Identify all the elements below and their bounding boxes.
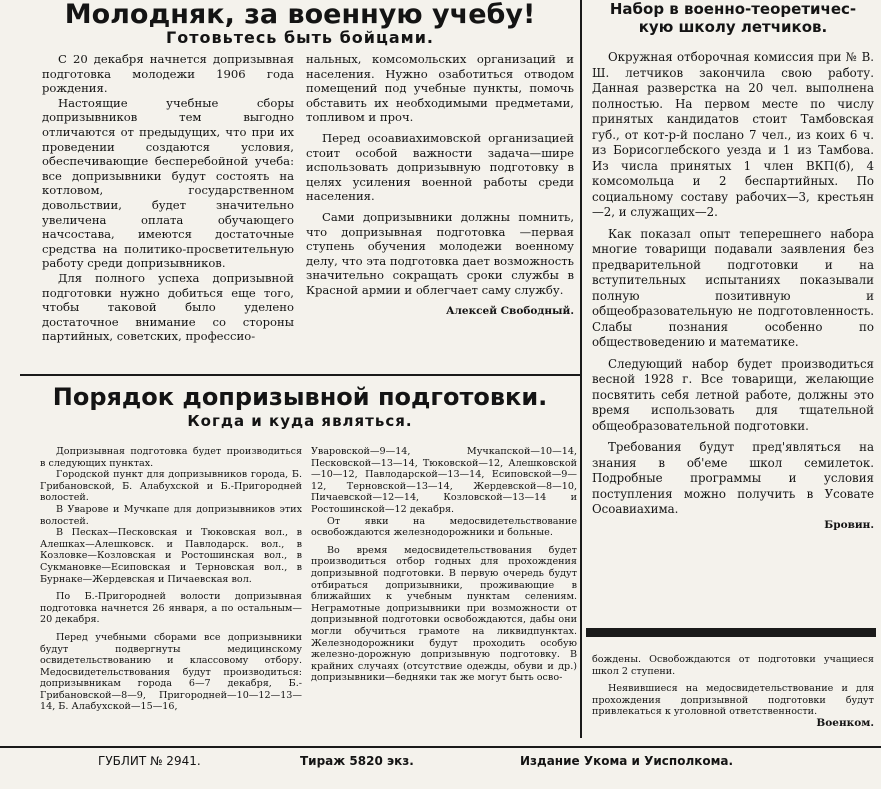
paragraph: Для полного успеха допризывной подготовки нужно добиться еще того, чтобы таковой было уделено достаточное внимание со стороны партийных, советских, профессио- — [42, 270, 294, 344]
article3-title-line1: Набор в военно-теоретичес- — [609, 0, 857, 18]
thick-rule — [586, 628, 876, 637]
paragraph: Во время медосвидетельствования будет производиться отбор годных для прохождения допризывной подготовки. В первую очередь будут отбираться допризывники, проживающие в ближайших к учебным пунктам селениям. Неграмотные допризывники при возможности от допризывной подготовки освобождаются, дабы они могли обучиться грамоте на ликвидпунктах. Железнодорожники будут проходить особую железно-дорожную допризывную подготовку. В крайних случаях (отсутствие одежды, обуви и др.) допризывники—бедняки так же могут быть осво- — [311, 544, 577, 684]
paragraph: Следующий набор будет производиться весной 1928 г. Все товарищи, желающие посвятить себя летной работе, должны это время использовать для тщательной общеобразовательной подготовки. — [592, 356, 874, 433]
paragraph: Как показал опыт теперешнего набора многие товарищи подавали заявления без предварительной подготовки и на вступительных испытаниях показывали полную позитивную и общеобразовательную не подготовленность. Слабы познания особенно по обществоведению и математике. — [592, 226, 874, 349]
paragraph: Настоящие учебные сборы допризывников тем выгодно отличаются от предыдущих, что при их проведении создаются условия, обеспечивающие бесперебойной учеба: все допризывники будут состоять на котловом, государственном довольствии, будет значительно увеличена оплата обучающего начсостава, имеются достаточные средства на политико-просветительную работу среди допризывников. — [42, 95, 294, 271]
article2-subtitle: Когда и куда являться. — [187, 412, 413, 430]
paragraph: Городской пункт для допризывников города, Б. Грибановской, Б. Алабухской и Б.-Пригородней волостей. — [40, 469, 302, 504]
paragraph: По Б.-Пригородней волости допризывная подготовка начнется 26 января, а по остальным—20 декабря. — [40, 591, 302, 626]
paragraph: С 20 декабря начнется допризывная подготовка молодежи 1906 года рождения. — [42, 52, 294, 96]
paragraph: Перед учебными сборами все допризывники будут подвергнуты медицинскому освидетельствованию и классовому отбору. Медосвидетельствования будут производиться: допризывникам города 6—7 декабря, Б.-Грибановской—8—9, Пригородней—10—12—13—14, Б. Алабухской—15—16, — [40, 631, 302, 713]
paragraph: В Песках—Песковская и Тюковская вол., в Алешках—Алешковск. и Павлодарск. вол., в Козловке—Козловская и Ростошинская вол., в Сукмановке—Есиповская и Терновская вол., в Бурнаке—Жердевская и Пичаевская вол. — [40, 527, 302, 585]
paragraph: Перед осоавиахимовской организацией стоит особой важности задача—шире использовать допризывную подготовку в целях усиления военной работы среди населения. — [306, 130, 574, 204]
article3-title-line2: кую школу летчиков. — [638, 18, 828, 36]
footer-circulation: Тираж 5820 экз. — [300, 754, 414, 768]
footer-publisher: Издание Укома и Уисполкома. — [520, 754, 734, 768]
article1-signature: Алексей Свободный. — [445, 304, 574, 317]
article2-col1 — [40, 446, 302, 744]
column-divider — [580, 0, 582, 738]
paragraph: Сами допризывники должны помнить, что допризывная подготовка —первая ступень обучения молодежи военному делу, что эта подготовка дает возможность значительно сокращать сроки службы в Красной армии и облегчает саму службу. — [306, 209, 574, 297]
footer-censor: ГУБЛИТ № 2941. — [98, 754, 201, 768]
paragraph: Допризывная подготовка будет производиться в следующих пунктах. — [40, 446, 302, 469]
article1-title: Молодняк, за военную учебу! — [64, 0, 536, 30]
paragraph: бождены. Освобождаются от подготовки учащиеся школ 2 ступени. — [592, 654, 874, 677]
paragraph: Неявившиеся на медосвидетельствование и для прохождения допризывной подготовки будут привлекаться к уголовной ответственности. — [592, 683, 874, 718]
article1-subtitle: Готовьтесь быть бойцами. — [166, 28, 434, 47]
article2-col2 — [311, 446, 577, 744]
article3-body — [592, 50, 874, 622]
paragraph: От явки на медосвидетельствование освобождаются железнодорожники и больные. — [311, 515, 577, 539]
article3-signature: Бровин. — [824, 518, 874, 531]
paragraph: Требования будут пред'являться на знания в об'еме школ семилеток. Подробные программы и условия поступления можно получить в Усовате Осоавиахима. — [592, 440, 874, 516]
article1-col1 — [42, 52, 294, 374]
article2-title: Порядок допризывной подготовки. — [52, 383, 548, 411]
article3-title — [585, 0, 881, 36]
paragraph: Окружная отборочная комиссия при № В. Ш. летчиков закончила свою работу. Данная разверстка на 20 чел. выполнена полностью. На первом месте по числу принятых кандидатов стоит Тамбовская губ., от кот-р-й послано 7 чел., из коих 6 ч. из Борисоглебского уезда и 1 из Тамбова. Из числа принятых 1 член ВКП(б), 4 комсомольца и 2 беспартийных. По социальному составу рабочих—3, крестьян—2, и служащих—2. — [592, 50, 874, 219]
paragraph: нальных, комсомольских организаций и населения. Нужно озаботиться отводом помещений под учебные пункты, помочь обставить их необходимыми предметами, топливом и проч. — [306, 52, 574, 125]
section-divider — [20, 374, 582, 376]
paragraph: В Уварове и Мучкапе для допризывников этих волостей. — [40, 503, 302, 527]
paragraph: Уваровской—9—14, Мучкапской—10—14, Песковской—13—14, Тюковской—12, Алешковской—10—12, Павлодарской—13—14, Есиповской—9—12, Терновской—13—14, Жердевской—8—10, Пичаевской—12—14, Козловской—13—14 и Ростошинской—12 декабря. — [311, 446, 577, 515]
footer-rule — [0, 746, 881, 748]
article1-col2 — [306, 52, 574, 374]
article2-signature: Военком. — [816, 716, 874, 729]
article2-col3 — [592, 654, 874, 746]
